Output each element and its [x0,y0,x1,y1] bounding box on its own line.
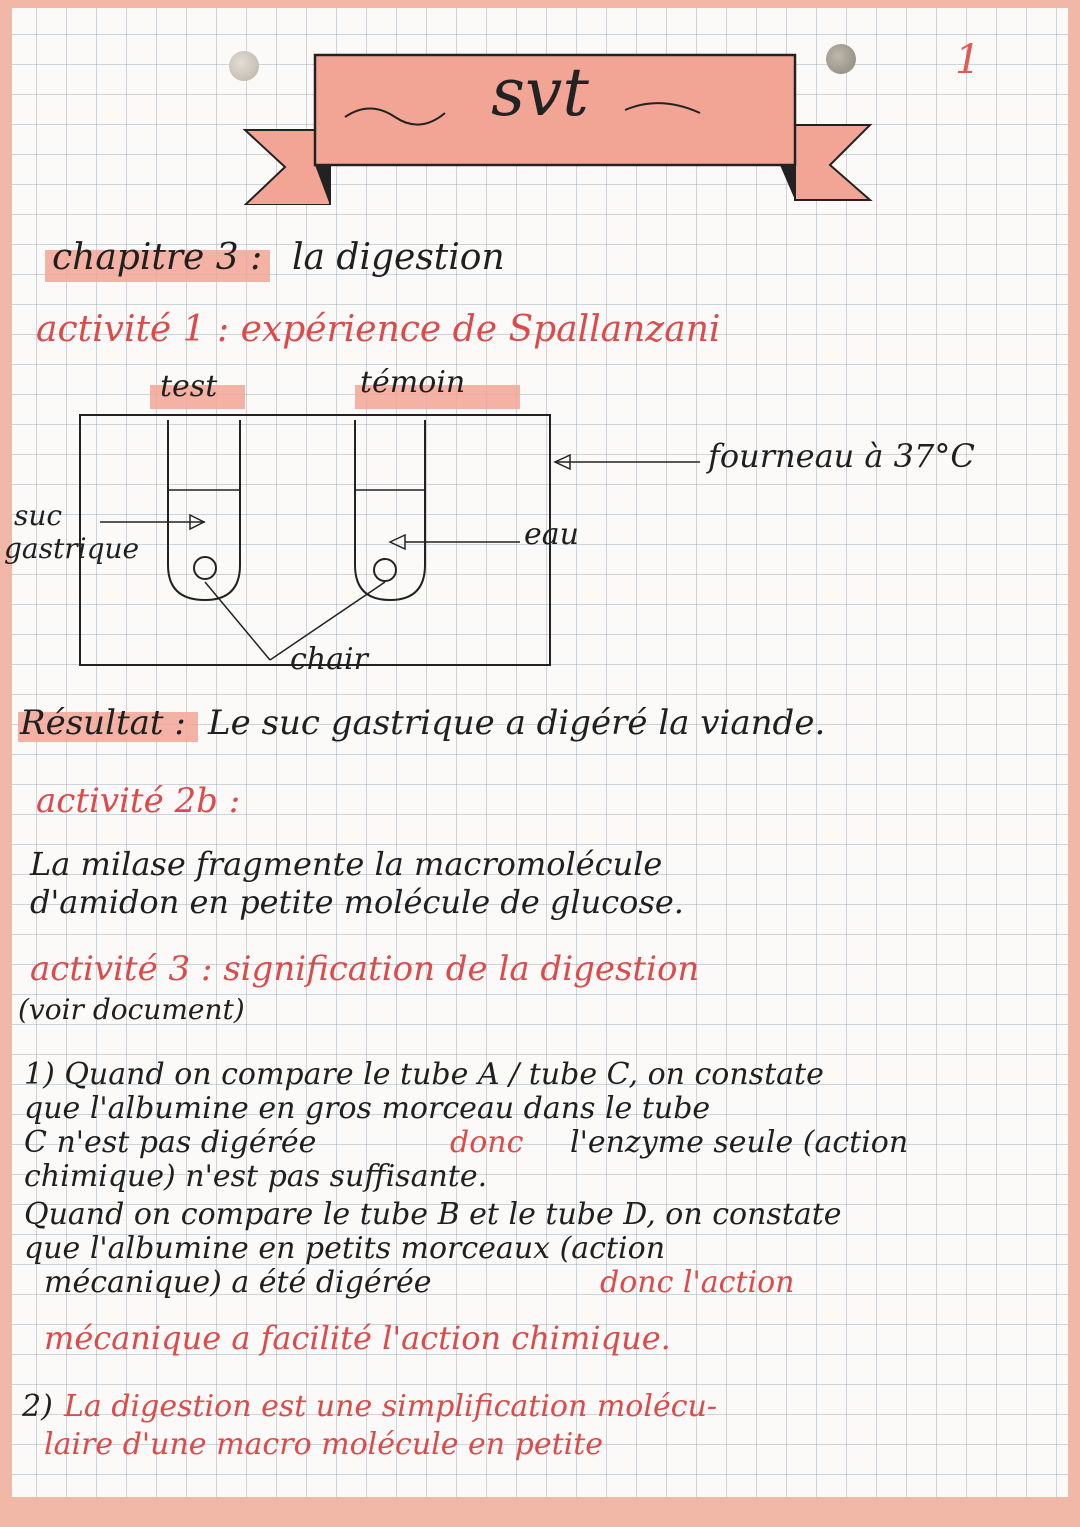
result-text: Le suc gastrique a digéré la viande. [208,703,826,743]
page-border-right [1068,0,1080,1527]
q1-line1: 1) Quand on compare le tube A / tube C, on constate [24,1057,824,1092]
q1-line3a: C n'est pas digérée [24,1125,317,1160]
activity2b-line1: La milase fragmente la macromolécule [30,845,663,883]
chapter-topic: la digestion [292,237,505,278]
q1-line7-donc: donc l'action [600,1265,795,1300]
label-temoin: témoin [360,365,466,400]
q2-line1: La digestion est une simplification molécu- [64,1389,717,1424]
activity3-title: activité 3 : signification de la digestion [30,949,700,989]
page-border-top [0,0,1080,8]
q2-number: 2) [22,1389,53,1424]
page-border-bottom [0,1497,1080,1527]
q1-line5: Quand on compare le tube B et le tube D, on constate [24,1197,842,1232]
label-eau: eau [524,517,579,552]
q1-line6: que l'albumine en petits morceaux (action [24,1231,666,1266]
activity2b-title: activité 2b : [36,781,241,821]
page-title: svt [491,54,589,131]
page-border-left [0,0,12,1527]
q2-line2: laire d'une macro molécule en petite [44,1427,604,1462]
q1-line8: mécanique a facilité l'action chimique. [44,1319,671,1357]
label-chair: chair [290,642,368,677]
activity2b-line2: d'amidon en petite molécule de glucose. [30,883,684,921]
q1-line2: que l'albumine en gros morceau dans le tube [24,1091,711,1126]
q1-line7a: mécanique) a été digérée [44,1265,432,1300]
q1-line4: chimique) n'est pas suffisante. [24,1159,488,1194]
q1-line3-donc: donc [450,1125,524,1160]
q1-line3b: l'enzyme seule (action [570,1125,909,1160]
label-suc: suc [14,499,63,532]
label-fourneau: fourneau à 37°C [708,437,975,475]
label-gastrique: gastrique [4,532,140,565]
activity3-note: (voir document) [18,993,245,1026]
page-number: 1 [955,37,981,83]
result-label: Résultat : [20,703,186,743]
label-test: test [160,369,218,404]
activity1-title: activité 1 : expérience de Spallanzani [36,309,721,350]
chapter-label: chapitre 3 : [52,237,263,278]
